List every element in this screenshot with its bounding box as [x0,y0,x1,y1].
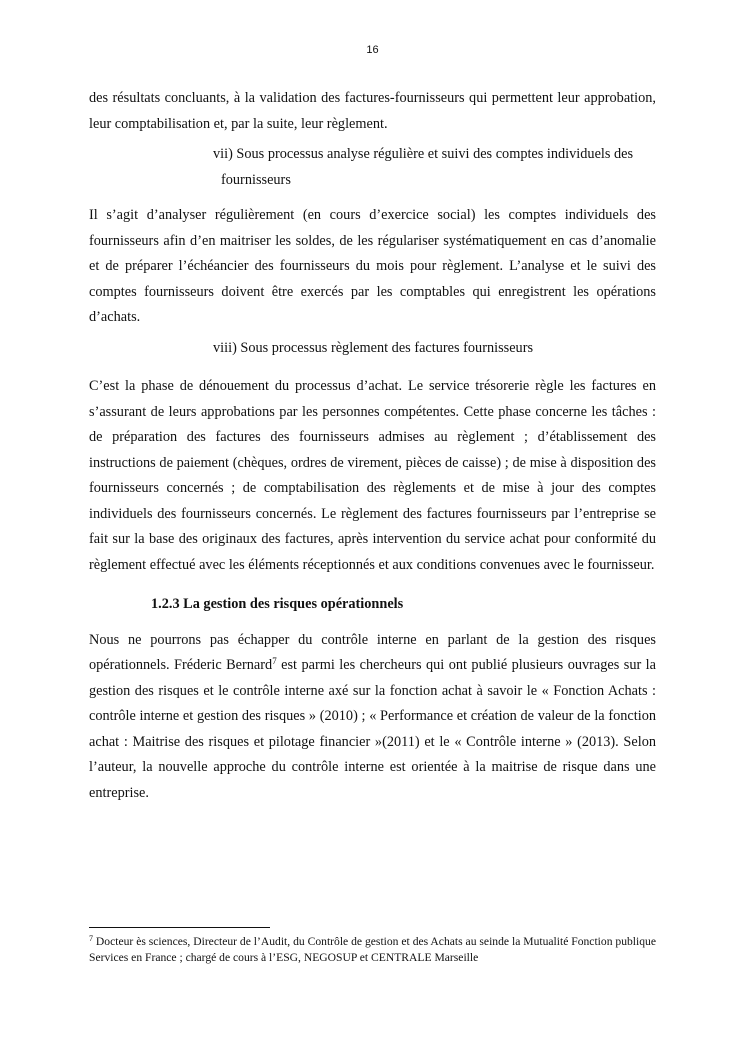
paragraph-viii: C’est la phase de dénouement du processus d’achat. Le service trésorerie règle les factures en s’assurant de leurs approbations par les personnes compétentes. Cette phase concerne les tâches : de préparation des factures des fournisseurs admises au règlement ; d’établissement des instructions de paiement (chèques, ordres de virement, pièces de caisse) ; de mise à disposition des fournisseurs concernés ; de comptabilisation des règlements et de mise à jour des comptes individuels des fournisseurs concernés. Le règlement des factures fournisseurs par l’entreprise se fait sur la base des originaux des factures, après intervention du service achat pour conformité du règlement effectué avec les éléments réceptionnés et aux conditions convenues avec le fournisseur. [89,378,656,573]
footnote-number: 7 [89,934,93,943]
footnote-reference: 7 [272,656,277,666]
paragraph-risk [89,628,656,807]
footnote [89,934,656,966]
subheading-vii-text: vii) Sous processus analyse régulière et suivi des comptes individuels des [213,146,634,162]
footnote-text: Docteur ès sciences, Directeur de l’Audit, du Contrôle de gestion et des Achats au seinde la Mutualité Fonction publique Services en France ; chargé de cours à l’ESG, NEGOSUP et CENTRALE Marseille [89,935,656,964]
paragraph-risk-start: Nous ne pourrons pas échapper du contrôle interne en parlant de la gestion des risques opérationnels. Fréderic Bernard [89,631,656,673]
subheading-viii: viii) Sous processus règlement des factures fournisseurs [213,339,534,356]
section-heading: 1.2.3 La gestion des risques opérationnels [151,596,404,612]
paragraph-vii: Il s’agit d’analyser régulièrement (en cours d’exercice social) les comptes individuels des fournisseurs afin d’en maitriser les soldes, de les régulariser systématiquement en cas d’anomalie et de préparer l’échéancier des fournisseurs du mois pour règlement. L’analyse et le suivi des comptes fournisseurs doivent être exercés par les comptables qui enregistrent les opérations d’achats. [89,207,656,325]
subheading-vii-continuation: fournisseurs [221,171,291,188]
paragraph-risk-end: est parmi les chercheurs qui ont publié plusieurs ouvrages sur la gestion des risques et le contrôle interne axé sur la fonction achat à savoir le « Fonction Achats : contrôle interne et gestion des risques » (2010) ; « Performance et création de valeur de la fonction achat : Maitrise des risques et pilotage financier »(2011) et le « Contrôle interne » (2013). Selon l’auteur, la nouvelle approche du contrôle interne est orientée à la maitrise de risque dans une entreprise. [89,657,657,801]
intro-paragraph: des résultats concluants, à la validation des factures-fournisseurs qui permettent leur approbation, leur comptabilisation et, par la suite, leur règlement. [89,90,656,132]
page-number: 16 [366,44,379,56]
document-body [89,86,656,806]
subheading-vii [89,142,656,193]
footnote-separator [89,927,270,928]
